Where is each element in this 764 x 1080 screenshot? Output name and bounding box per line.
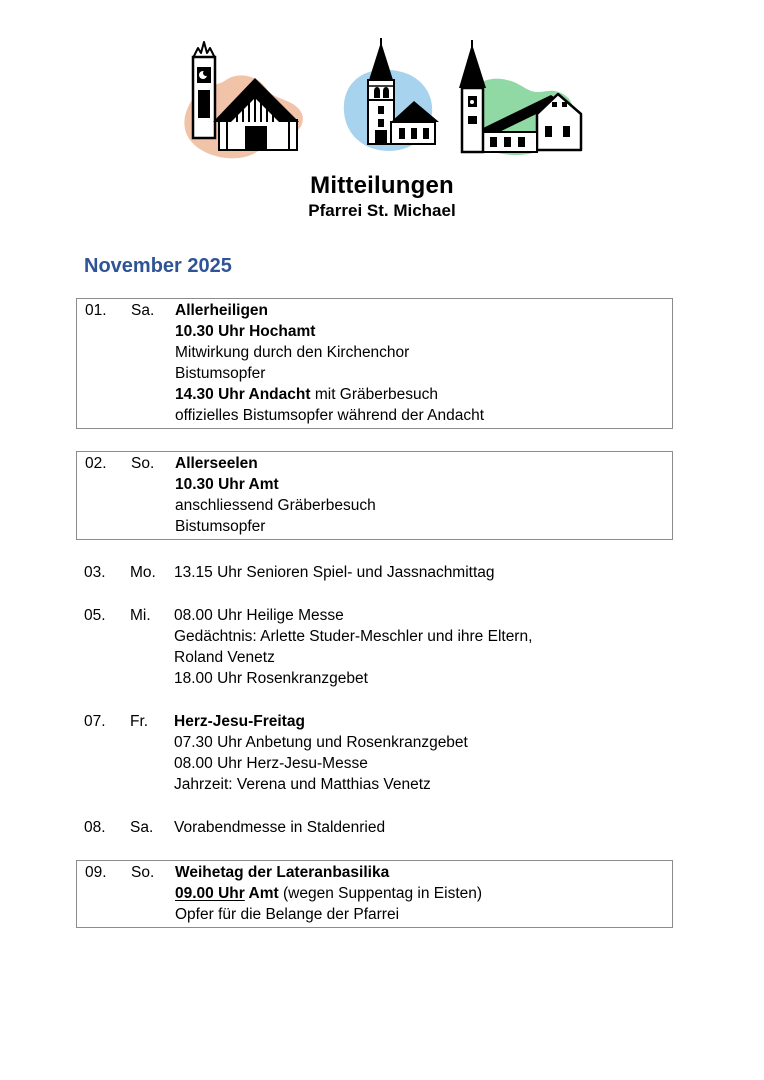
event-text-segment: Allerheiligen (175, 302, 269, 319)
event-text-segment: (wegen Suppentag in Eisten) (278, 885, 483, 902)
event-details (174, 711, 665, 795)
event-text-segment: 10.30 Uhr Amt (175, 476, 279, 493)
event-day-number: 03. (84, 564, 106, 581)
event-weekday: So. (131, 455, 155, 472)
event-text-segment: 07.30 Uhr Anbetung und Rosenkranzgebet (174, 734, 468, 751)
event-text-segment: anschliessend Gräberbesuch (175, 497, 376, 514)
event-line (174, 647, 665, 668)
event-text-segment: Weihetag der Lateranbasilika (175, 864, 390, 881)
event-weekday: Fr. (130, 713, 149, 730)
event-line (175, 474, 664, 495)
event-text-segment: offizielles Bistumsopfer während der Andacht (175, 407, 485, 424)
event-block (76, 817, 673, 838)
event-text-segment: 18.00 Uhr Rosenkranzgebet (174, 670, 368, 687)
event-weekday: Sa. (131, 302, 155, 319)
event-weekday: Sa. (130, 819, 154, 836)
event-text-segment: Opfer für die Belange der Pfarrei (175, 906, 400, 923)
event-line (175, 883, 664, 904)
event-text-segment: Vorabendmesse in Staldenried (174, 819, 386, 836)
event-day-number: 07. (84, 713, 106, 730)
event-block (76, 605, 673, 689)
event-line (175, 495, 664, 516)
event-text-segment: Mitwirkung durch den Kirchenchor (175, 344, 410, 361)
event-line (175, 862, 664, 883)
event-text-segment: Herz-Jesu-Freitag (174, 713, 305, 730)
event-line (175, 363, 664, 384)
event-line (175, 300, 664, 321)
event-line (175, 342, 664, 363)
event-line (174, 774, 665, 795)
event-text-segment: Bistumsopfer (175, 518, 266, 535)
event-text-segment: Gedächtnis: Arlette Studer-Meschler und ihre Eltern, (174, 628, 533, 645)
month-heading: November 2025 (84, 255, 232, 277)
event-line (175, 384, 664, 405)
event-line (175, 904, 664, 925)
event-day-number: 09. (85, 864, 107, 881)
modern-church-icon (171, 38, 319, 168)
page-subtitle: Pfarrei St. Michael (308, 201, 456, 220)
event-day-number: 02. (85, 455, 107, 472)
event-details (174, 562, 665, 583)
event-details (174, 817, 665, 838)
event-text-segment: Allerseelen (175, 455, 258, 472)
event-text-segment: 13.15 Uhr Senioren Spiel- und Jassnachmittag (174, 564, 495, 581)
event-details (175, 862, 664, 925)
event-block (76, 562, 673, 583)
event-weekday: Mo. (130, 564, 156, 581)
events-list (76, 298, 673, 928)
event-text-segment: Roland Venetz (174, 649, 275, 666)
event-line (175, 453, 664, 474)
event-line (174, 753, 665, 774)
event-block (76, 298, 673, 429)
event-text-segment: Bistumsopfer (175, 365, 266, 382)
event-text-segment: 09.00 Uhr (175, 885, 245, 902)
event-line (174, 605, 665, 626)
event-details (175, 453, 664, 537)
event-line (174, 562, 665, 583)
event-line (175, 516, 664, 537)
event-line (174, 668, 665, 689)
event-text-segment: Jahrzeit: Verena und Matthias Venetz (174, 776, 431, 793)
event-line (174, 711, 665, 732)
event-text-segment: 08.00 Uhr Herz-Jesu-Messe (174, 755, 368, 772)
event-details (174, 605, 665, 689)
page-title: Mitteilungen (310, 172, 454, 199)
event-line (174, 732, 665, 753)
event-line (175, 321, 664, 342)
event-text-segment: 08.00 Uhr Heilige Messe (174, 607, 344, 624)
event-block (76, 451, 673, 540)
event-text-segment: mit Gräberbesuch (310, 386, 439, 403)
parish-church-icon (445, 38, 593, 168)
event-weekday: Mi. (130, 607, 151, 624)
event-day-number: 01. (85, 302, 107, 319)
village-church-icon (321, 38, 443, 168)
event-text-segment: 10.30 Uhr Hochamt (175, 323, 316, 340)
parish-churches-logo (0, 0, 764, 168)
event-weekday: So. (131, 864, 155, 881)
event-line (174, 626, 665, 647)
event-line (174, 817, 665, 838)
event-details (175, 300, 664, 426)
event-block (76, 860, 673, 928)
event-line (175, 405, 664, 426)
event-block (76, 711, 673, 795)
event-day-number: 05. (84, 607, 106, 624)
event-text-segment: 14.30 Uhr Andacht (175, 386, 311, 403)
event-text-segment: Amt (244, 885, 279, 902)
event-day-number: 08. (84, 819, 106, 836)
